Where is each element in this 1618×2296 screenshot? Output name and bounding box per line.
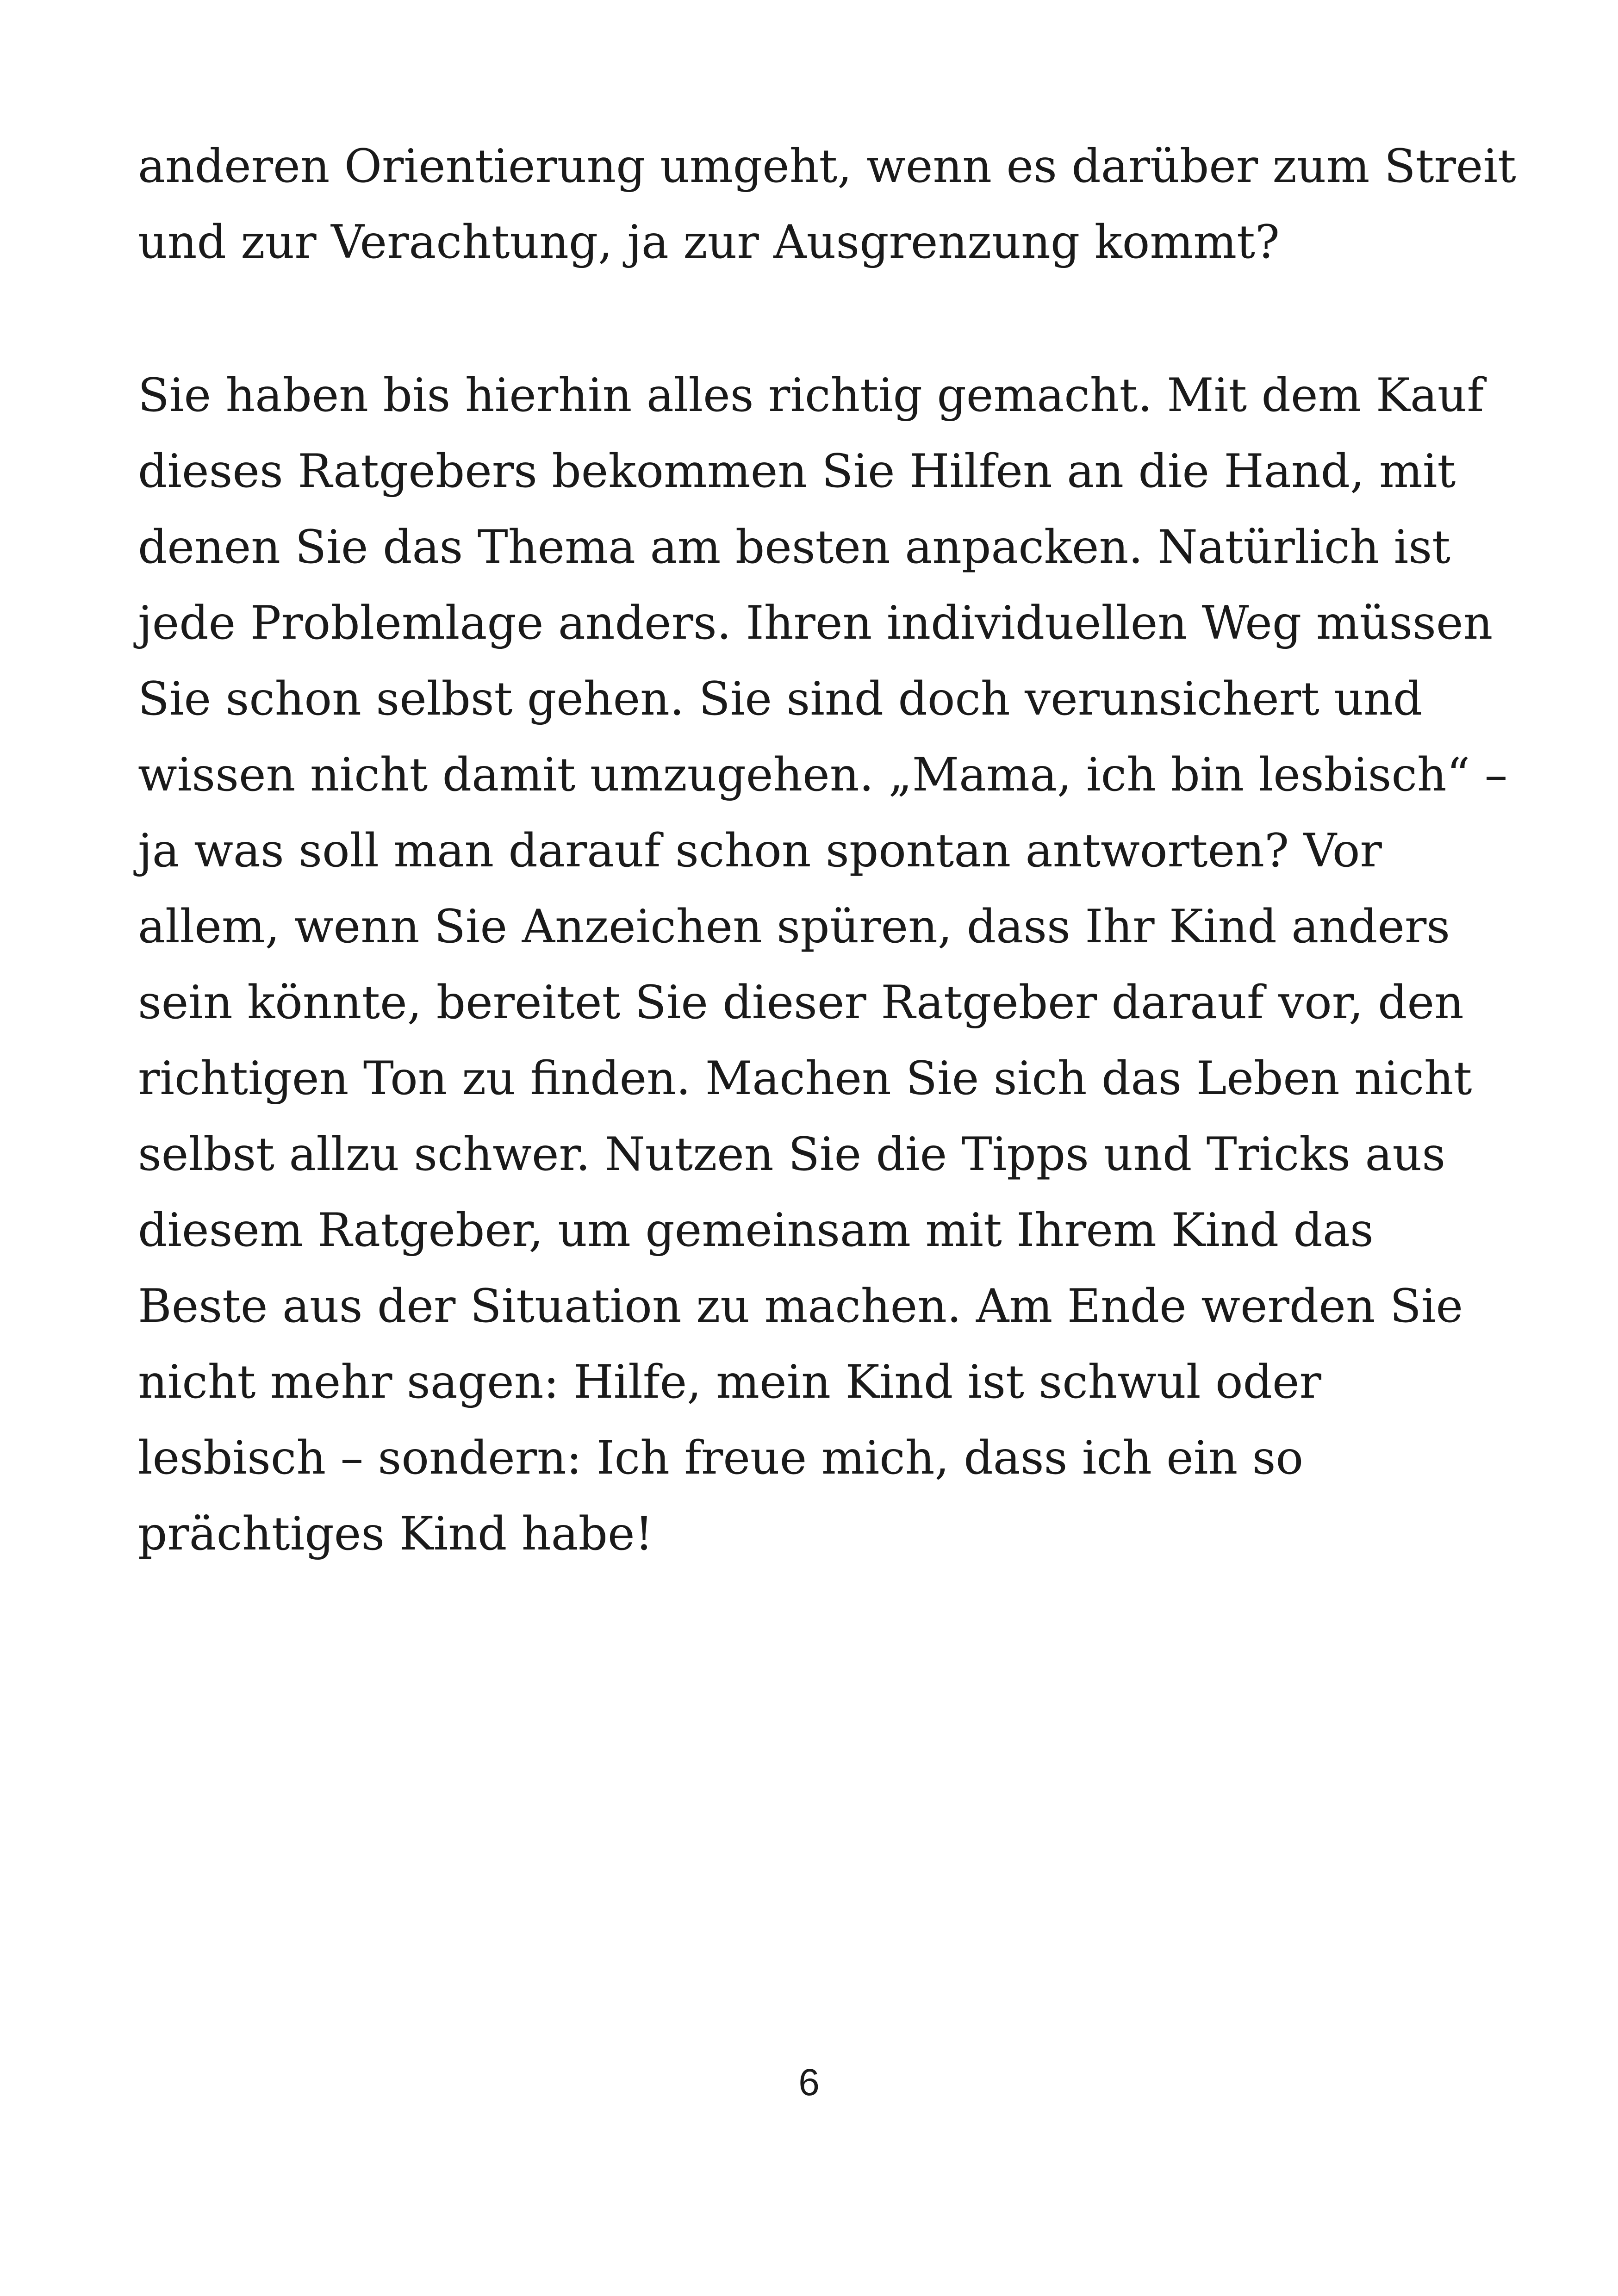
text-line: Sie haben bis hierhin alles richtig gemacht. Mit dem Kauf <box>138 369 1484 422</box>
text-line: richtigen Ton zu finden. Machen Sie sich das Leben nicht <box>138 1052 1472 1105</box>
text-line: sein könnte, bereitet Sie dieser Ratgeber darauf vor, den <box>138 976 1464 1029</box>
text-line: nicht mehr sagen: Hilfe, mein Kind ist schwul oder <box>138 1356 1321 1409</box>
text-line: lesbisch – sondern: Ich freue mich, dass ich ein so <box>138 1431 1304 1485</box>
text-line: selbst allzu schwer. Nutzen Sie die Tipps und Tricks aus <box>138 1128 1446 1181</box>
text-line: anderen Orientierung umgeht, wenn es darüber zum Streit <box>138 140 1516 193</box>
page-number: 6 <box>798 2061 820 2103</box>
text-line: jede Problemlage anders. Ihren individuellen Weg müssen <box>138 597 1493 650</box>
text-line: prächtiges Kind habe! <box>138 1507 653 1561</box>
text-line: ja was soll man darauf schon spontan antworten? Vor <box>138 824 1382 877</box>
text-line: Beste aus der Situation zu machen. Am Ende werden Sie <box>138 1280 1463 1333</box>
text-line: Sie schon selbst gehen. Sie sind doch verunsichert und <box>138 672 1423 726</box>
text-line: wissen nicht damit umzugehen. „Mama, ich bin lesbisch“ – <box>138 748 1508 802</box>
text-line: dieses Ratgebers bekommen Sie Hilfen an die Hand, mit <box>138 445 1456 498</box>
text-line: und zur Verachtung, ja zur Ausgrenzung kommt? <box>138 216 1280 269</box>
text-line: allem, wenn Sie Anzeichen spüren, dass Ihr Kind anders <box>138 900 1450 953</box>
text-line: denen Sie das Thema am besten anpacken. Natürlich ist <box>138 521 1450 574</box>
text-line: diesem Ratgeber, um gemeinsam mit Ihrem Kind das <box>138 1204 1374 1257</box>
